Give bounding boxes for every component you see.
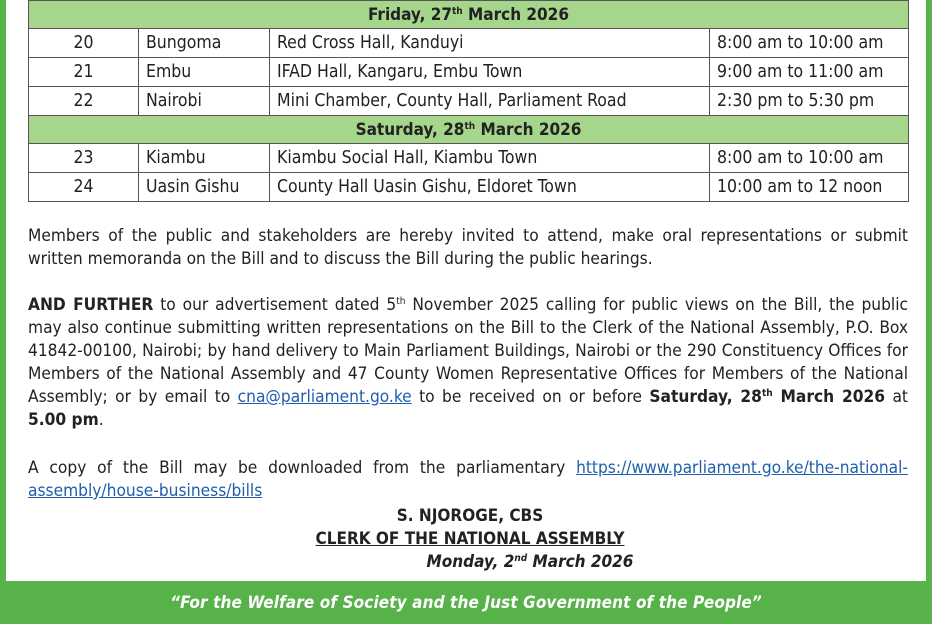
time-cell: 9:00 am to 11:00 am <box>710 58 909 87</box>
row-number: 21 <box>29 58 139 87</box>
time-cell: 10:00 am to 12 noon <box>710 173 909 202</box>
county-cell: Uasin Gishu <box>139 173 270 202</box>
time-cell: 2:30 pm to 5:30 pm <box>710 87 909 116</box>
left-border <box>0 0 6 582</box>
further-lead: AND FURTHER <box>28 295 154 315</box>
signatory-title: CLERK OF THE NATIONAL ASSEMBLY <box>315 529 625 549</box>
signature-block <box>300 505 640 574</box>
row-number: 24 <box>29 173 139 202</box>
parliament-motto: “For the Welfare of Society and the Just Government of the People” <box>170 592 762 613</box>
time-cell: 8:00 am to 10:00 am <box>710 29 909 58</box>
row-number: 20 <box>29 29 139 58</box>
table-row <box>29 173 909 202</box>
table-row <box>29 144 909 173</box>
time-cell: 8:00 am to 10:00 am <box>710 144 909 173</box>
further-paragraph: AND FURTHER to our advertisement dated 5th November 2025 calling for public views on the Bill, the public may also continue submitting written representations on the Bill to the Clerk of the National Assembly, P.O. Box 41842-00100, Nairobi; by hand delivery to Main Parliament Buildings, Nairobi or the 290 Constituency Offices for Members of the National Assembly and 47 County Women Representative Offices for Members of the National Assembly; or by email to cna@parliament.go.ke to be received on or before Saturday, 28th March 2026 at 5.00 pm. <box>28 295 908 430</box>
day-header-row <box>29 1 909 29</box>
signature-date: Monday, 2nd March 2026 <box>426 552 634 572</box>
deadline-date: Saturday, 28th March 2026 <box>649 387 886 407</box>
county-cell: Bungoma <box>139 29 270 58</box>
venue-cell: Kiambu Social Hall, Kiambu Town <box>270 144 710 173</box>
day-header-friday: Friday, 27th March 2026 <box>29 1 909 29</box>
footer-banner <box>0 581 932 624</box>
county-cell: Embu <box>139 58 270 87</box>
venue-cell: IFAD Hall, Kangaru, Embu Town <box>270 58 710 87</box>
day-header-row <box>29 116 909 144</box>
venue-cell: County Hall Uasin Gishu, Eldoret Town <box>270 173 710 202</box>
venue-cell: Red Cross Hall, Kanduyi <box>270 29 710 58</box>
table-row <box>29 87 909 116</box>
download-paragraph: A copy of the Bill may be downloaded from the parliamentary https://www.parliament.go.ke/the-national-assembly/house-business/bills <box>28 458 908 501</box>
email-link[interactable]: cna@parliament.go.ke <box>237 387 412 407</box>
invitation-paragraph: Members of the public and stakeholders are hereby invited to attend, make oral representations or submit written memoranda on the Bill and to discuss the Bill during the public hearings. <box>28 226 908 269</box>
day-header-saturday: Saturday, 28th March 2026 <box>29 116 909 144</box>
signatory-name: S. NJOROGE, CBS <box>396 506 544 526</box>
row-number: 22 <box>29 87 139 116</box>
county-cell: Kiambu <box>139 144 270 173</box>
right-border <box>926 0 932 582</box>
table-row <box>29 58 909 87</box>
deadline-time: 5.00 pm <box>28 410 99 430</box>
hearing-schedule-table <box>28 0 909 202</box>
venue-cell: Mini Chamber, County Hall, Parliament Road <box>270 87 710 116</box>
row-number: 23 <box>29 144 139 173</box>
bills-download-link[interactable]: https://www.parliament.go.ke/the-national-assembly/house-business/bills <box>28 458 908 501</box>
table-row <box>29 29 909 58</box>
county-cell: Nairobi <box>139 87 270 116</box>
